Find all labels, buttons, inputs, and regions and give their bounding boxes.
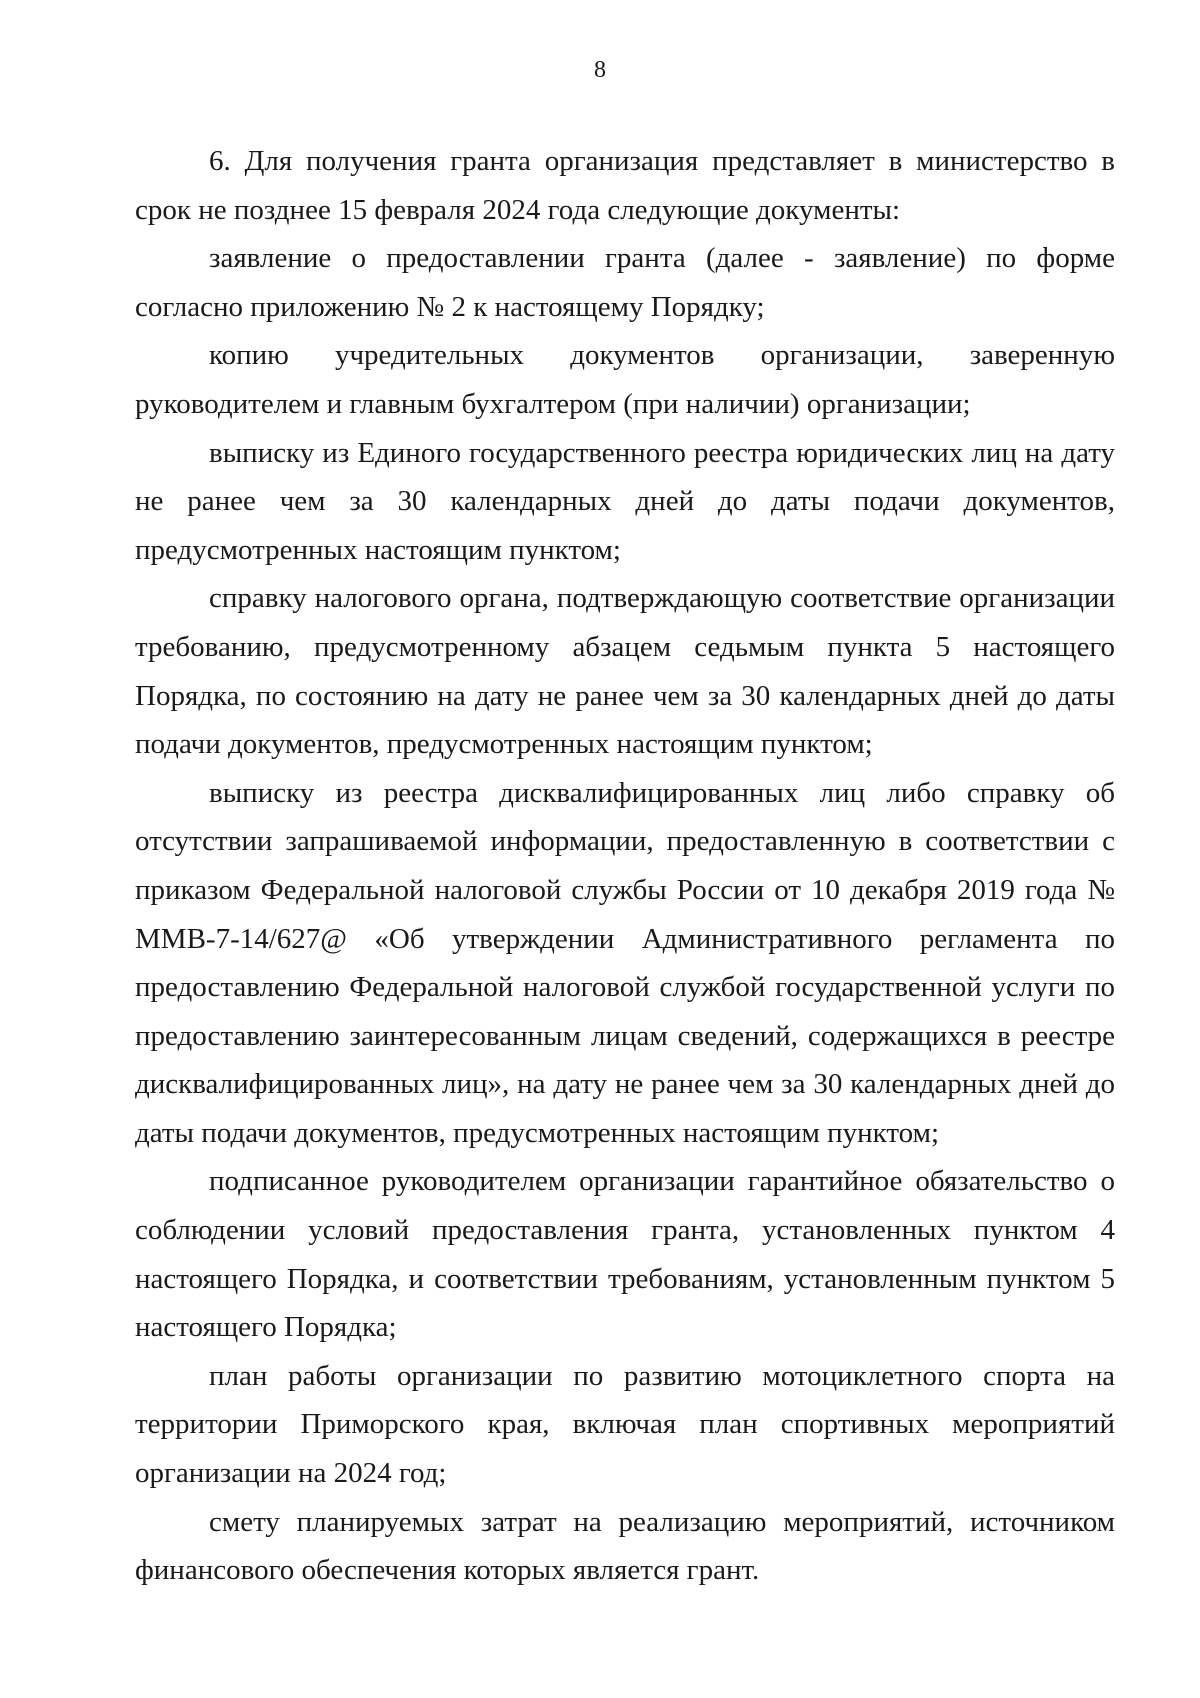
paragraph-work-plan: план работы организации по развитию мотоциклетного спорта на территории Приморского края, включая план спортивных мероприятий организации на 2024 год; bbox=[135, 1359, 1115, 1490]
document-body bbox=[135, 137, 1115, 1595]
paragraph-cost-estimate: смету планируемых затрат на реализацию мероприятий, источником финансового обеспечения которых является грант. bbox=[135, 1505, 1115, 1587]
page-number: 8 bbox=[594, 57, 606, 83]
paragraph-disqualified-registry: выписку из реестра дисквалифицированных лиц либо справку об отсутствии запрашиваемой информации, предоставленную в соответствии с приказом Федеральной налоговой службы России от 10 декабря 2019 года № ММВ-7-14/627@ «Об утверждении Административного регламента по предоставлению Федеральной налоговой службой государственной услуги по предоставлению заинтересованным лицам сведений, содержащихся в реестре дисквалифицированных лиц», на дату не ранее чем за 30 календарных дней до даты подачи документов, предусмотренных настоящим пунктом; bbox=[135, 776, 1115, 1149]
paragraph-guarantee-obligation: подписанное руководителем организации гарантийное обязательство о соблюдении условий предоставления гранта, установленных пунктом 4 настоящего Порядка, и соответствии требованиям, установленным пунктом 5 настоящего Порядка; bbox=[135, 1165, 1115, 1344]
paragraph-tax-certificate: справку налогового органа, подтверждающую соответствие организации требованию, предусмотренному абзацем седьмым пункта 5 настоящего Порядка, по состоянию на дату не ранее чем за 30 календарных дней до даты подачи документов, предусмотренных настоящим пунктом; bbox=[135, 582, 1115, 761]
paragraph-egrul-extract: выписку из Единого государственного реестра юридических лиц на дату не ранее чем за 30 календарных дней до даты подачи документов, предусмотренных настоящим пунктом; bbox=[135, 436, 1115, 566]
paragraph-grant-documents-intro: 6. Для получения гранта организация представляет в министерство в срок не позднее 15 февраля 2024 года следующие документы: bbox=[135, 145, 1115, 226]
paragraph-application: заявление о предоставлении гранта (далее - заявление) по форме согласно приложению № 2 к настоящему Порядку; bbox=[135, 242, 1115, 323]
paragraph-founding-documents: копию учредительных документов организации, заверенную руководителем и главным бухгалтером (при наличии) организации; bbox=[135, 339, 1115, 420]
